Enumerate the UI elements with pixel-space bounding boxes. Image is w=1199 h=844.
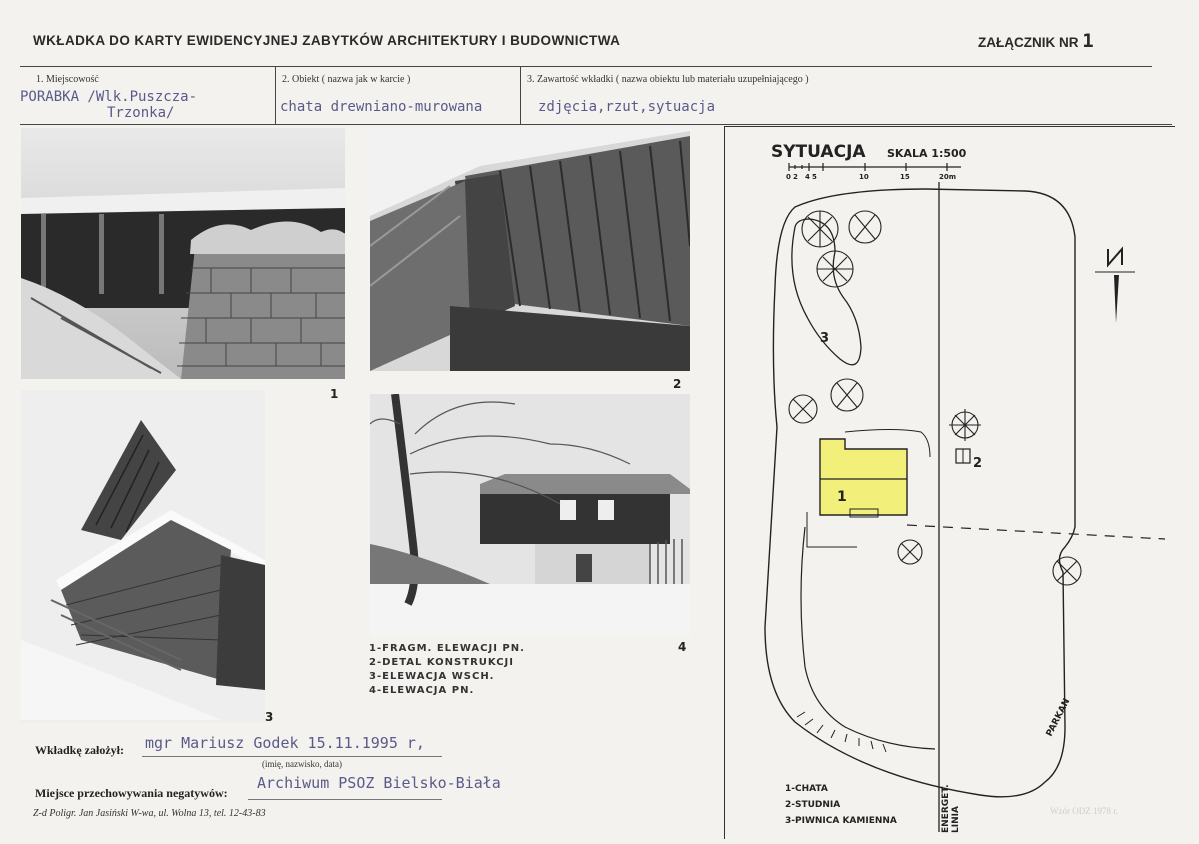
plan-title: SYTUACJA bbox=[771, 142, 866, 162]
contents-label: 3. Zawartość wkładki ( nazwa obiektu lub materiału uzupełniającego ) bbox=[527, 74, 809, 85]
photo-east-elevation bbox=[21, 390, 265, 723]
house-outline bbox=[820, 439, 907, 515]
scale-tick: 2 bbox=[793, 173, 798, 181]
plan-legend-item: 2-STUDNIA bbox=[785, 800, 841, 810]
photo-legend-item: 1-FRAGM. ELEWACJI PN. bbox=[369, 643, 525, 654]
slope-ticks bbox=[797, 712, 886, 752]
north-arrow-icon bbox=[1095, 249, 1135, 323]
property-boundary bbox=[765, 189, 1075, 797]
negatives-value: Archiwum PSOZ Bielsko-Biała bbox=[257, 774, 501, 792]
divider bbox=[20, 124, 1172, 125]
power-line-label-2: ENERGET. bbox=[941, 784, 951, 833]
photo-number-4: 4 bbox=[678, 640, 687, 654]
negatives-dotted-line bbox=[248, 799, 442, 800]
founder-label: Wkładkę założył: bbox=[35, 743, 124, 757]
tree-icons bbox=[789, 211, 1081, 585]
founder-dotted-line bbox=[142, 756, 442, 757]
marker-1: 1 bbox=[837, 489, 847, 505]
document-title: WKŁADKA DO KARTY EWIDENCYJNEJ ZABYTKÓW ARCHITEKTURY I BUDOWNICTWA bbox=[33, 33, 621, 48]
plan-legend-item: 3-PIWNICA KAMIENNA bbox=[785, 816, 897, 826]
inner-path bbox=[801, 527, 935, 749]
divider bbox=[275, 66, 276, 124]
founder-hint: (imię, nazwisko, data) bbox=[262, 759, 342, 769]
dashed-boundary bbox=[907, 525, 1165, 539]
photo-roof-detail bbox=[370, 126, 690, 371]
photo-legend bbox=[369, 642, 525, 698]
photo-north-elevation bbox=[370, 394, 690, 636]
contents-value: zdjęcia,rzut,sytuacja bbox=[538, 99, 716, 115]
photo-number-3: 3 bbox=[265, 710, 274, 724]
locality-value-line2: Trzonka/ bbox=[107, 105, 175, 121]
plan-legend-item: 1-CHATA bbox=[785, 784, 828, 794]
scale-bar bbox=[789, 163, 961, 171]
fence-label: PARKAN bbox=[1044, 697, 1073, 739]
object-label: 2. Obiekt ( nazwa jak w karcie ) bbox=[282, 74, 411, 85]
scale-tick: 20m bbox=[939, 173, 957, 181]
printer-footer: Z-d Poligr. Jan Jasiński W-wa, ul. Wolna 13, tel. 12-43-83 bbox=[33, 808, 266, 819]
scale-tick: 4 bbox=[805, 173, 810, 181]
attachment-label: ZAŁĄCZNIK NR bbox=[978, 35, 1079, 50]
photo-number-1: 1 bbox=[330, 387, 339, 401]
marker-3: 3 bbox=[820, 331, 830, 346]
locality-value-line1: PORABKA /Wlk.Puszcza- bbox=[20, 89, 198, 105]
photo-stone-wall bbox=[21, 128, 345, 379]
divider bbox=[520, 66, 521, 124]
object-value: chata drewniano-murowana bbox=[280, 99, 483, 115]
divider bbox=[20, 66, 1152, 67]
plan-legend bbox=[785, 784, 897, 826]
scale-tick: 15 bbox=[900, 173, 910, 181]
scale-tick: 5 bbox=[812, 173, 817, 181]
scale-tick: 0 bbox=[786, 173, 791, 181]
scale-tick: 10 bbox=[859, 173, 869, 181]
photo-legend-item: 4-ELEWACJA PN. bbox=[369, 685, 475, 696]
site-plan bbox=[724, 126, 1175, 839]
marker-2: 2 bbox=[973, 456, 983, 471]
photo-legend-item: 2-DETAL KONSTRUKCJI bbox=[369, 657, 514, 668]
plan-scale: SKALA 1:500 bbox=[887, 147, 967, 160]
locality-label: 1. Miejscowość bbox=[36, 74, 99, 85]
form-stamp: Wzór ODZ 1978 r. bbox=[1050, 806, 1118, 816]
attachment-number bbox=[978, 30, 1094, 52]
photo-legend-item: 3-ELEWACJA WSCH. bbox=[369, 671, 495, 682]
power-line-label-1: LINIA bbox=[951, 806, 961, 833]
founder-value: mgr Mariusz Godek 15.11.1995 r, bbox=[145, 734, 425, 752]
photo-number-2: 2 bbox=[673, 377, 682, 391]
attachment-number-value: 1 bbox=[1082, 30, 1094, 52]
negatives-label: Miejsce przechowywania negatywów: bbox=[35, 786, 228, 800]
